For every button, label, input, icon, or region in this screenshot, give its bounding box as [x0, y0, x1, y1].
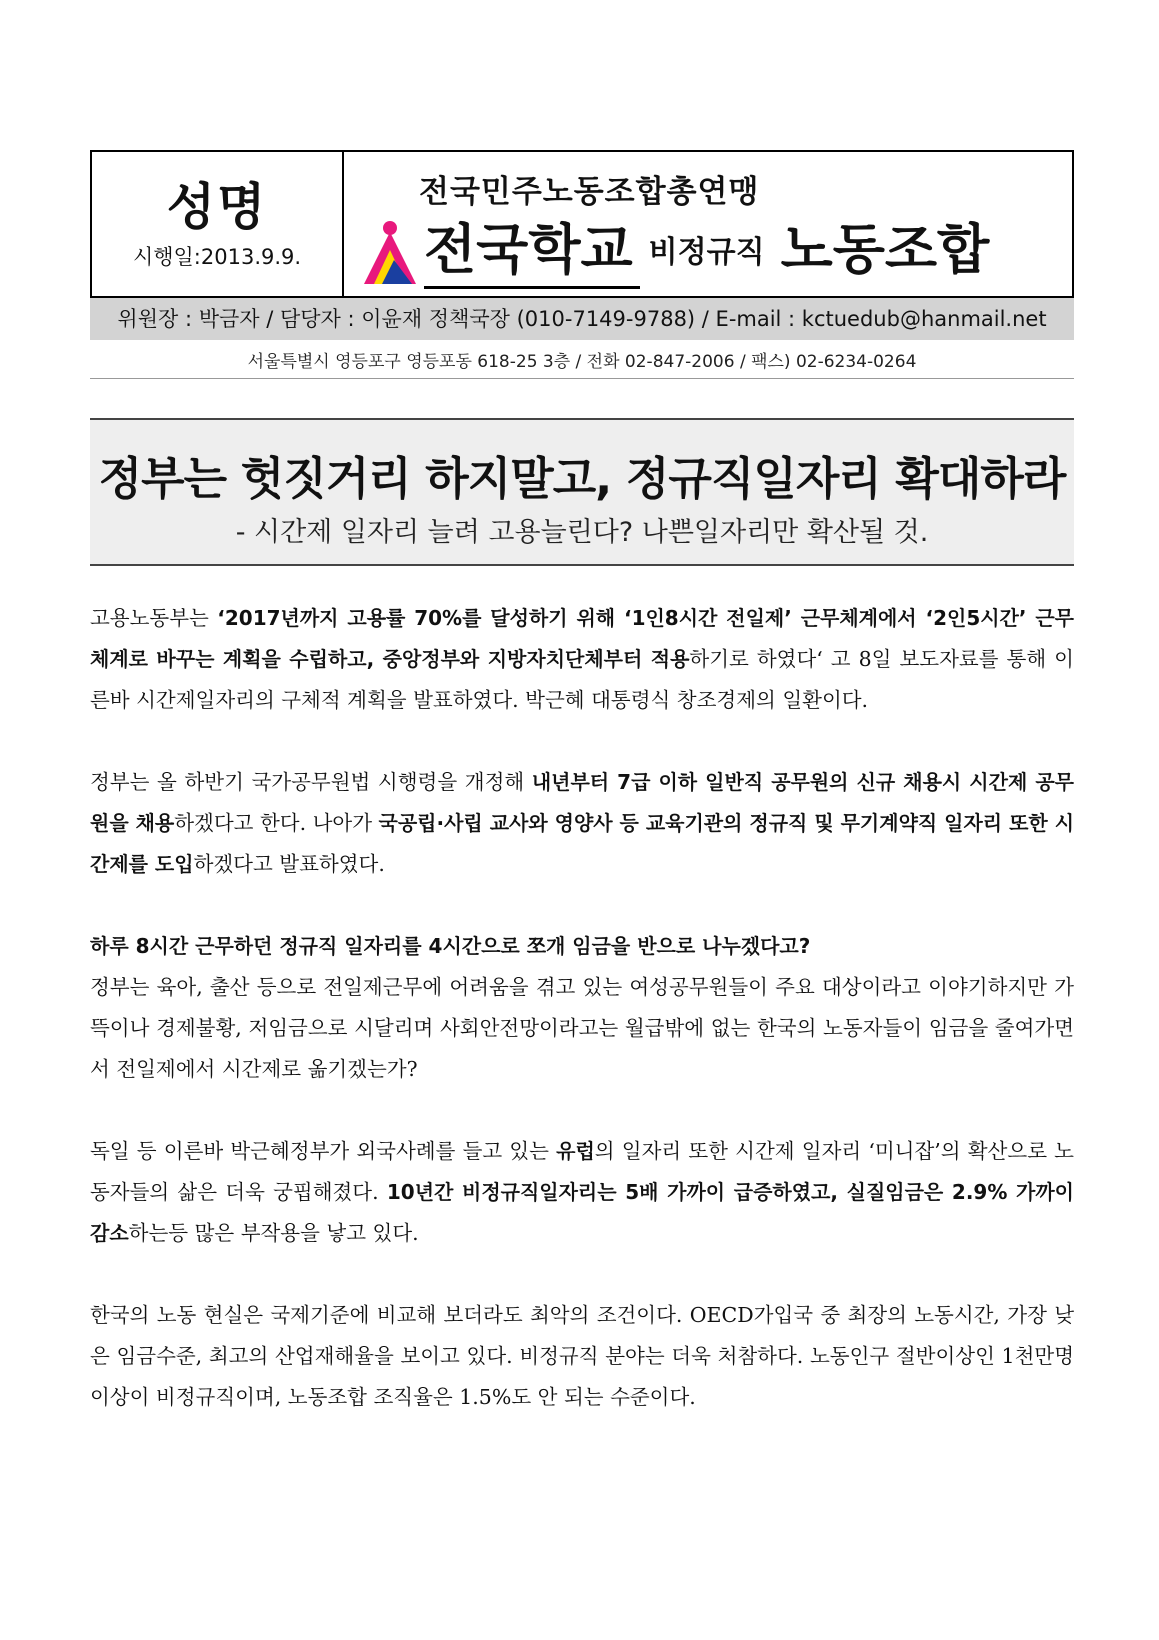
title-box [90, 418, 1074, 566]
name-underline [424, 286, 640, 289]
union-name-part1: 전국학교 [424, 218, 633, 281]
text-run: 한국의 노동 현실은 국제기준에 비교해 보더라도 최악의 조건이다. OECD가입국 중 최장의 노동시간, 가장 낮은 임금수준, 최고의 산업재해율을 보이고 있다. 비정규직 분야는 더욱 처참하다. 노동인구 절반이상인 1천만명 이상이 비정규직이며, 노동조합 조직율은 1.5%도 안 되는 수준이다. [90, 1303, 1074, 1409]
paragraph-3-heading [90, 926, 1074, 967]
text-run: 하겠다고 한다. 나아가 [174, 811, 379, 835]
text-run: 독일 등 이른바 박근혜정부가 외국사례를 들고 있는 [90, 1139, 557, 1163]
text-run: 정부는 올 하반기 국가공무원법 시행령을 개정해 [90, 770, 532, 794]
union-name-part2: 비정규직 [648, 235, 765, 270]
statement-body [90, 598, 1074, 1459]
doc-type-cell [92, 152, 344, 296]
statement-subtitle: - 시간제 일자리 늘려 고용늘린다? 나쁜일자리만 확산될 것. [235, 517, 929, 548]
bold-run: 국공립·사립 교사와 영양사 등 교육기관의 정규직 및 무기계약직 일자리 또한 시간제를 도입 [90, 811, 1075, 876]
text-run: 고용노동부는 [90, 606, 218, 630]
organization-cell [344, 152, 1072, 296]
text-run: 하기로 하였다‘ 고 8일 보도자료를 통해 이른바 시간제일자리의 구체적 계획을 발표하였다. 박근혜 대통령식 창조경제의 일환이다. [90, 647, 1074, 712]
union-name-part3: 노동조합 [780, 218, 990, 281]
section-heading: 하루 8시간 근무하던 정규직 일자리를 4시간으로 쪼개 임금을 반으로 나누겠다고? [90, 934, 811, 958]
text-run: 정부는 육아, 출산 등으로 전일제근무에 어려움을 겪고 있는 여성공무원들이 주요 대상이라고 이야기하지만 가뜩이나 경제불황, 저임금으로 시달리며 사회안전망이라고는 월급밖에 없는 한국의 노동자들이 임금을 줄여가면서 전일제에서 시간제로 옮기겠는가? [90, 975, 1074, 1081]
statement-header [90, 150, 1074, 298]
federation-name: 전국민주노동조합총연맹 [419, 174, 760, 210]
bold-run: 내년부터 7급 이하 일반직 공무원의 신규 채용시 시간제 공무원을 채용 [90, 770, 1074, 835]
divider [90, 378, 1074, 379]
bold-run: 10년간 비정규직일자리는 5배 가까이 급증하였고, 실질임금은 2.9% 가까이 감소 [90, 1180, 1074, 1245]
text-run: 하겠다고 발표하였다. [193, 852, 385, 876]
statement-title: 정부는 헛짓거리 하지말고, 정규직일자리 확대하라 [98, 452, 1066, 505]
union-name [424, 218, 989, 282]
paragraph-4 [90, 1131, 1074, 1254]
union-logo-icon [360, 220, 422, 286]
paragraph-5 [90, 1295, 1074, 1418]
bold-run: 유럽 [556, 1139, 595, 1163]
address-line: 서울특별시 영등포구 영등포동 618-25 3층 / 전화 02-847-2006 / 팩스) 02-6234-0264 [247, 352, 917, 372]
doc-type: 성명 [166, 178, 268, 236]
paragraph-1 [90, 598, 1074, 721]
paragraph-2 [90, 762, 1074, 885]
paragraph-3 [90, 967, 1074, 1090]
text-run: 의 일자리 또한 시간제 일자리 ‘미니잡’의 확산으로 노동자들의 삶은 더욱 궁핍해졌다. [90, 1139, 1074, 1204]
bold-run: ‘2017년까지 고용률 70%를 달성하기 위해 ‘1인8시간 전일제’ 근무체계에서 ‘2인5시간’ 근무체계로 바꾸는 계획을 수립하고, 중앙정부와 지방자치단체부터 적용 [90, 606, 1075, 671]
text-run: 하는등 많은 부작용을 낳고 있다. [128, 1221, 419, 1245]
issue-date: 시행일:2013.9.9. [132, 245, 302, 269]
contact-bar: 위원장 : 박금자 / 담당자 : 이윤재 정책국장 (010-7149-9788) / E-mail : kctuedub@hanmail.net [90, 298, 1074, 340]
